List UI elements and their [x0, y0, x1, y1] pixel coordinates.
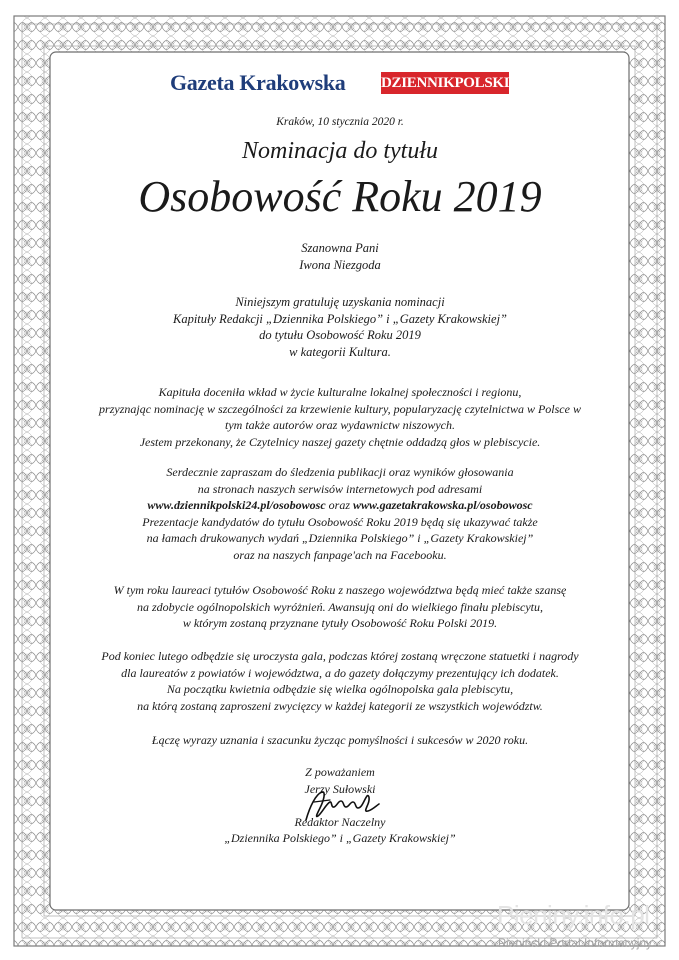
paragraph-line: oraz na naszych fanpage'ach na Facebooku.: [233, 547, 447, 562]
paragraph-line: Na początku kwietnia odbędzie się wielka ogólnopolska gala plebiscytu,: [166, 682, 514, 696]
paragraph-invitation: [60, 464, 620, 563]
paragraph-line: dla laureatów z powiatów i województwa, a do gazety dołączymy prezentujący ich dodatek.: [121, 665, 559, 680]
paragraph-line: do tytułu Osobowość Roku 2019: [259, 328, 421, 342]
watermark-caption: Pieniński Portal Informacyjny: [498, 936, 653, 950]
paragraph-line: na stronach naszych serwisów internetowych pod adresami: [197, 481, 483, 496]
paragraph-line: na łamach drukowanych wydań „Dziennika Polskiego” i „Gazety Krakowskiej”: [146, 531, 534, 545]
paragraph-jury: [60, 384, 620, 450]
closing-line: Łączę wyrazy uznania i szacunku życząc pomyślności i sukcesów w 2020 roku.: [151, 733, 529, 747]
salutation: [60, 240, 620, 273]
letter-date: Kraków, 10 stycznia 2020 r.: [276, 116, 404, 128]
paragraph-line: Kapituła doceniła wkład w życie kulturalne lokalnej społeczności i regionu,: [158, 385, 522, 399]
paragraph-line: na zdobycie ogólnopolskich wyróżnień. Awansują oni do wielkiego finału plebiscytu,: [136, 599, 544, 614]
paragraph-line: W tym roku laureaci tytułów Osobowość Roku z naszego województwa będą mieć także szansę: [113, 583, 567, 597]
paragraph-line: w kategorii Kultura.: [289, 344, 391, 359]
urls-line: [60, 497, 620, 514]
gazeta-krakowska-logo: Gazeta Krakowska: [170, 70, 346, 95]
dziennik-polski-logo: DZIENNIKPOLSKI: [381, 72, 509, 94]
recipient-name: Iwona Niezgoda: [299, 257, 381, 272]
paragraph-line: przyznając nominację w szczególności za krzewienie kultury, popularyzację czytelnictwa w Polsce w: [99, 401, 581, 416]
gazetakrakowska-url[interactable]: www.gazetakrakowska.pl/osobowosc: [353, 498, 533, 512]
award-title: Osobowość Roku 2019: [138, 172, 542, 221]
paragraph-line: Prezentacje kandydatów do tytułu Osobowość Roku 2019 będą się ukazywać także: [142, 514, 538, 529]
paragraph-line: na którą zostaną zaproszeni zwycięzcy w każdej kategorii ze wszystkich województw.: [137, 698, 543, 713]
paragraph-line: Kapituły Redakcji „Dziennika Polskiego” i „Gazety Krakowskiej”: [173, 311, 507, 326]
paragraph-line: Jestem przekonany, że Czytelnicy naszej gazety chętnie oddadzą głos w plebiscycie.: [139, 434, 541, 449]
paragraph-line: Serdecznie zapraszam do śledzenia publikacji oraz wyników głosowania: [166, 465, 514, 479]
paragraph-line: Niniejszym gratuluję uzyskania nominacji: [235, 295, 445, 309]
urls-connector: oraz: [328, 498, 351, 512]
watermark-site: Pieniny.info.pl: [497, 900, 650, 930]
paragraph-gala: [60, 648, 620, 714]
paragraph-line: tym także autorów oraz wydawnictw niszowych.: [225, 418, 455, 432]
signatory-name: Jerzy Sułowski: [304, 781, 376, 796]
paragraph-national-round: [60, 582, 620, 632]
regards: Z poważaniem: [305, 765, 375, 779]
dziennikpolski-url[interactable]: www.dziennikpolski24.pl/osobowosc: [147, 498, 326, 512]
signatory-papers: „Dziennika Polskiego” i „Gazety Krakowskiej”: [224, 831, 456, 845]
salutation-line: Szanowna Pani: [301, 241, 379, 255]
paragraph-line: w którym zostaną przyznane tytuły Osobowość Roku Polski 2019.: [182, 616, 498, 630]
paragraph-congratulations: [60, 294, 620, 360]
handwritten-signature: [300, 786, 382, 826]
signatory-role: Redaktor Naczelny: [294, 814, 386, 829]
nomination-heading: Nominacja do tytułu: [242, 138, 438, 164]
paragraph-line: Pod koniec lutego odbędzie się uroczysta gala, podczas której zostaną wręczone statuetki i nagrody: [101, 649, 579, 663]
